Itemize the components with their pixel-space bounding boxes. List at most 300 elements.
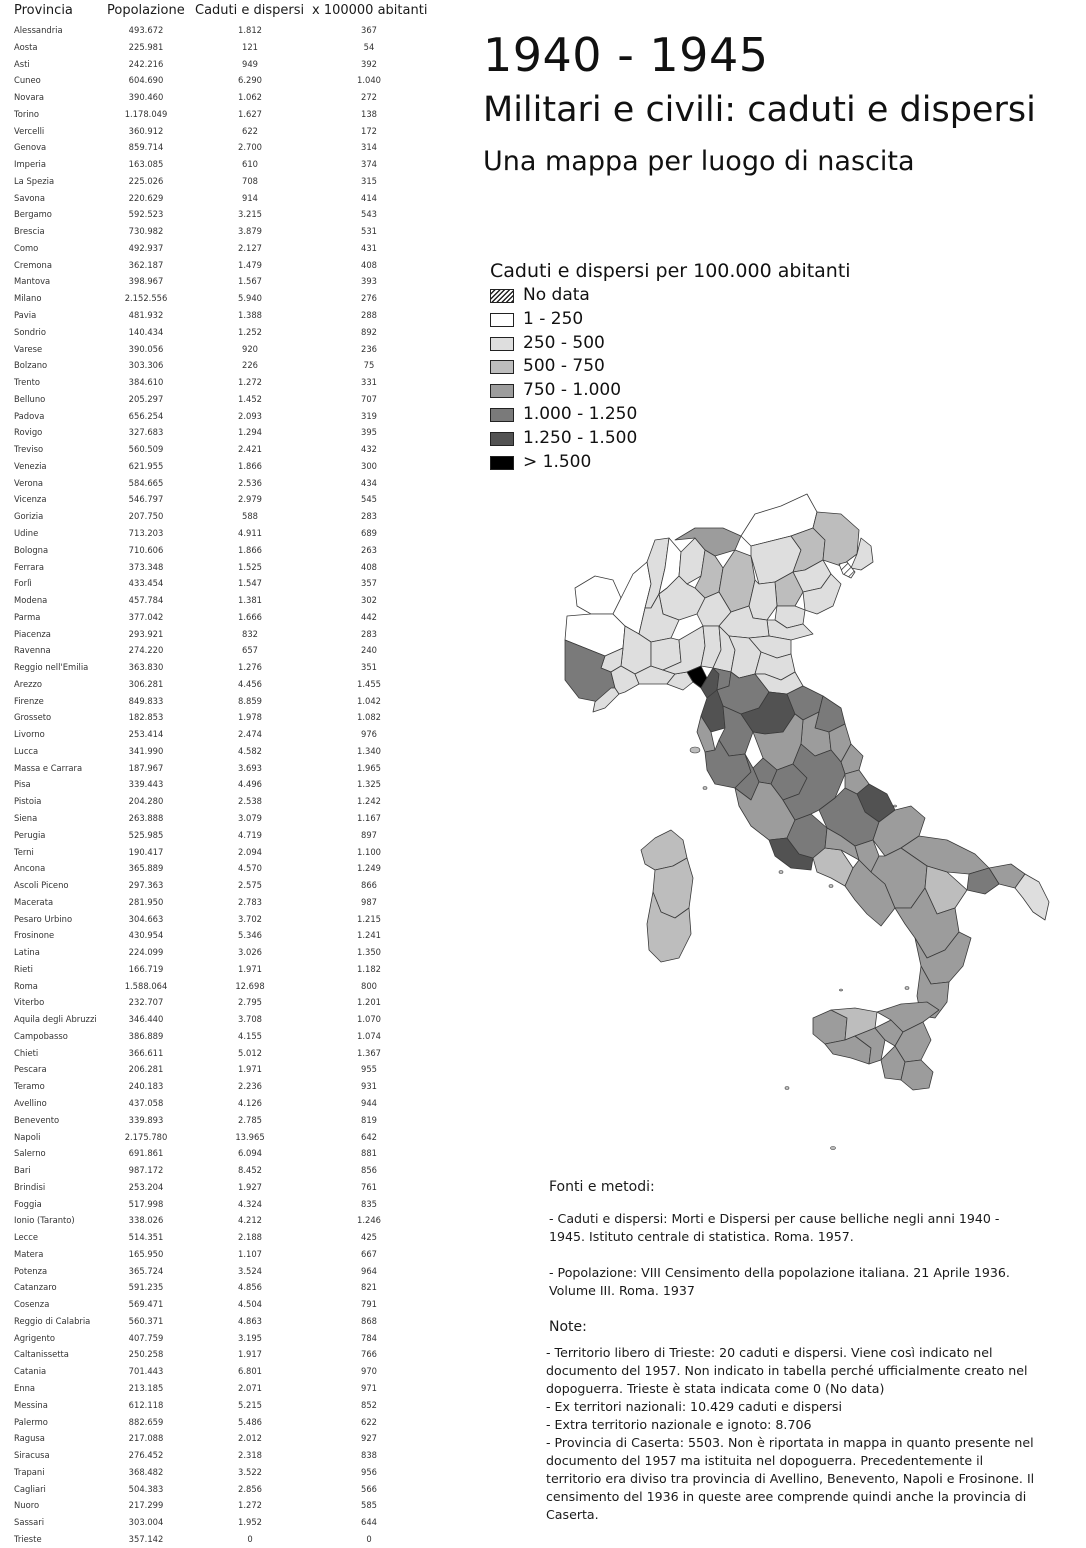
header-provincia: Provincia (14, 3, 73, 18)
table-row (0, 626, 440, 643)
cell-rate: 0 (366, 1533, 372, 1544)
cell-rate: 856 (361, 1165, 377, 1176)
table-row (0, 1447, 440, 1464)
cell-provincia: Pistoia (14, 796, 42, 807)
table-row (0, 693, 440, 710)
legend-item (490, 453, 910, 477)
cell-rate: 667 (361, 1248, 377, 1259)
table-row (0, 1196, 440, 1213)
cell-provincia: Udine (14, 527, 39, 538)
cell-provincia: Terni (14, 846, 34, 857)
cell-rate: 1.965 (357, 762, 381, 773)
cell-popolazione: 190.417 (128, 846, 164, 857)
cell-provincia: Campobasso (14, 1030, 68, 1041)
cell-popolazione: 701.443 (128, 1366, 164, 1377)
cell-caduti: 2.127 (238, 242, 262, 253)
cell-popolazione: 517.998 (128, 1198, 164, 1209)
cell-popolazione: 365.724 (128, 1265, 164, 1276)
table-row (0, 525, 440, 542)
cell-popolazione: 217.088 (128, 1433, 164, 1444)
cell-caduti: 1.971 (238, 963, 262, 974)
table-row (0, 106, 440, 123)
cell-popolazione: 207.750 (128, 511, 164, 522)
cell-rate: 1.242 (357, 796, 381, 807)
table-row (0, 257, 440, 274)
cell-rate: 288 (361, 310, 377, 321)
cell-popolazione: 407.759 (128, 1332, 164, 1343)
cell-caduti: 4.324 (238, 1198, 262, 1209)
legend-title: Caduti e dispersi per 100.000 abitanti (490, 260, 851, 282)
cell-popolazione: 1.588.064 (124, 980, 168, 991)
cell-provincia: Latina (14, 947, 40, 958)
cell-caduti: 1.978 (238, 712, 262, 723)
cell-provincia: Viterbo (14, 997, 45, 1008)
cell-caduti: 4.456 (238, 678, 262, 689)
cell-caduti: 1.866 (238, 544, 262, 555)
cell-provincia: Mantova (14, 276, 51, 287)
cell-rate: 868 (361, 1315, 377, 1326)
cell-popolazione: 253.414 (128, 729, 164, 740)
cell-popolazione: 433.454 (128, 578, 164, 589)
cell-popolazione: 293.921 (128, 628, 164, 639)
cell-provincia: Ancona (14, 863, 46, 874)
cell-popolazione: 656.254 (128, 410, 164, 421)
cell-popolazione: 373.348 (128, 561, 164, 572)
legend-label: 500 - 750 (523, 356, 605, 377)
cell-rate: 761 (361, 1181, 377, 1192)
cell-provincia: Aquila degli Abruzzi (14, 1014, 97, 1025)
legend-swatch (490, 456, 514, 470)
table-row (0, 173, 440, 190)
cell-caduti: 2.536 (238, 477, 262, 488)
cell-rate: 302 (361, 595, 377, 606)
cell-rate: 395 (361, 427, 377, 438)
table-row (0, 1179, 440, 1196)
table-row (0, 776, 440, 793)
cell-provincia: Napoli (14, 1131, 41, 1142)
cell-popolazione: 377.042 (128, 611, 164, 622)
sources-title: Fonti e metodi: (549, 1179, 655, 1195)
cell-rate: 819 (361, 1114, 377, 1125)
cell-rate: 1.042 (357, 695, 381, 706)
cell-popolazione: 546.797 (128, 494, 164, 505)
island-ponza (779, 871, 783, 874)
cell-caduti: 949 (242, 58, 258, 69)
cell-popolazione: 569.471 (128, 1299, 164, 1310)
table-row (0, 592, 440, 609)
table-row (0, 72, 440, 89)
cell-popolazione: 225.026 (128, 175, 164, 186)
table-row (0, 1397, 440, 1414)
table-row (0, 726, 440, 743)
cell-popolazione: 859.714 (128, 142, 164, 153)
cell-popolazione: 165.950 (128, 1248, 164, 1259)
cell-popolazione: 437.058 (128, 1098, 164, 1108)
cell-provincia: Venezia (14, 460, 47, 471)
cell-popolazione: 363.830 (128, 662, 164, 673)
region-lecce (1015, 874, 1049, 920)
table-row (0, 223, 440, 240)
cell-popolazione: 232.707 (128, 997, 164, 1008)
cell-caduti: 6.801 (238, 1366, 262, 1377)
cell-popolazione: 217.299 (128, 1500, 164, 1511)
cell-caduti: 5.346 (238, 930, 262, 941)
legend-item (490, 429, 910, 453)
cell-rate: 1.325 (357, 779, 381, 790)
legend-swatch (490, 384, 514, 398)
cell-provincia: Potenza (14, 1265, 48, 1276)
cell-popolazione: 621.955 (128, 460, 164, 471)
cell-provincia: Siena (14, 812, 38, 823)
cell-provincia: Ferrara (14, 561, 44, 572)
cell-rate: 425 (361, 1232, 377, 1243)
table-row (0, 542, 440, 559)
table-row (0, 408, 440, 425)
table-row (0, 760, 440, 777)
table-row (0, 206, 440, 223)
cell-caduti: 12.698 (235, 980, 265, 991)
table-row (0, 1414, 440, 1431)
table-row (0, 659, 440, 676)
cell-provincia: La Spezia (14, 175, 55, 186)
legend-item (490, 310, 910, 334)
cell-rate: 315 (361, 175, 377, 186)
cell-provincia: Treviso (14, 444, 44, 455)
table-row (0, 1229, 440, 1246)
cell-popolazione: 362.187 (128, 259, 164, 270)
cell-popolazione: 612.118 (128, 1399, 164, 1410)
cell-caduti: 2.094 (238, 846, 262, 857)
cell-popolazione: 225.981 (128, 41, 164, 52)
cell-provincia: Reggio nell'Emilia (14, 662, 89, 673)
cell-caduti: 4.155 (238, 1030, 262, 1041)
cell-provincia: Foggia (14, 1198, 42, 1209)
cell-popolazione: 263.888 (128, 812, 164, 823)
cell-caduti: 610 (242, 159, 258, 170)
cell-provincia: Varese (14, 343, 43, 354)
cell-rate: 1.350 (357, 947, 381, 958)
table-row (0, 1129, 440, 1146)
cell-provincia: Como (14, 242, 39, 253)
cell-caduti: 5.215 (238, 1399, 262, 1410)
cell-caduti: 2.421 (238, 444, 262, 455)
table-row (0, 290, 440, 307)
cell-caduti: 3.522 (238, 1466, 262, 1477)
cell-rate: 622 (361, 1416, 377, 1427)
table-row (0, 877, 440, 894)
cell-rate: 1.201 (357, 997, 381, 1008)
table-row (0, 978, 440, 995)
island-eolie (905, 987, 909, 990)
cell-provincia: Ascoli Piceno (14, 880, 69, 891)
table-row (0, 22, 440, 39)
cell-rate: 138 (361, 108, 377, 119)
legend-swatch (490, 337, 514, 351)
cell-provincia: Ionio (Taranto) (14, 1215, 75, 1226)
cell-caduti: 13.965 (235, 1131, 265, 1142)
cell-provincia: Macerata (14, 896, 54, 907)
cell-rate: 531 (361, 226, 377, 237)
table-row (0, 709, 440, 726)
table-row (0, 1346, 440, 1363)
cell-caduti: 2.538 (238, 796, 262, 807)
cell-rate: 75 (363, 360, 375, 371)
cell-popolazione: 365.889 (128, 863, 164, 874)
cell-caduti: 2.093 (238, 410, 262, 421)
cell-provincia: Nuoro (14, 1500, 40, 1511)
cell-rate: 791 (361, 1299, 377, 1310)
cell-popolazione: 250.258 (128, 1349, 164, 1360)
legend-swatch (490, 360, 514, 374)
table-row (0, 56, 440, 73)
table-row (0, 827, 440, 844)
cell-popolazione: 2.175.780 (124, 1131, 168, 1142)
table-row (0, 1246, 440, 1263)
cell-provincia: Ragusa (14, 1433, 45, 1444)
page-subtitle: Militari e civili: caduti e dispersi (483, 90, 1036, 130)
table-row (0, 1363, 440, 1380)
legend-item (490, 357, 910, 381)
cell-provincia: Piacenza (14, 628, 51, 639)
italy-choropleth-map (555, 488, 1083, 1168)
table-row (0, 1061, 440, 1078)
cell-provincia: Alessandria (14, 25, 63, 35)
legend-item (490, 286, 910, 310)
cell-caduti: 1.107 (238, 1248, 262, 1259)
cell-popolazione: 274.220 (128, 645, 164, 656)
cell-popolazione: 492.937 (128, 242, 164, 253)
cell-caduti: 121 (242, 41, 258, 52)
source-2: - Popolazione: VIII Censimento della popolazione italiana. 21 Aprile 1936. Volume III. Roma. 1937 (549, 1265, 1010, 1298)
cell-caduti: 3.026 (238, 947, 262, 958)
cell-popolazione: 341.990 (128, 745, 164, 756)
cell-rate: 766 (361, 1349, 377, 1360)
cell-rate: 866 (361, 880, 377, 891)
cell-rate: 351 (361, 662, 377, 673)
sources-and-notes (546, 1178, 1036, 1524)
cell-popolazione: 297.363 (128, 880, 164, 891)
legend-swatch (490, 408, 514, 422)
island-giglio (703, 787, 707, 790)
map-legend (490, 260, 910, 476)
header-popolazione: Popolazione (107, 3, 185, 18)
cell-popolazione: 368.482 (128, 1466, 164, 1477)
legend-item (490, 381, 910, 405)
cell-rate: 944 (361, 1098, 377, 1108)
cell-caduti: 6.290 (238, 75, 262, 86)
cell-rate: 1.082 (357, 712, 381, 723)
cell-provincia: Cremona (14, 259, 52, 270)
cell-caduti: 2.575 (238, 880, 262, 891)
cell-caduti: 0 (247, 1533, 253, 1544)
cell-provincia: Bari (14, 1165, 31, 1176)
cell-popolazione: 204.280 (128, 796, 164, 807)
cell-caduti: 1.917 (238, 1349, 262, 1360)
table-row (0, 575, 440, 592)
cell-caduti: 1.952 (238, 1517, 262, 1528)
cell-popolazione: 306.281 (128, 678, 164, 689)
cell-rate: 272 (361, 92, 377, 103)
cell-provincia: Salerno (14, 1148, 46, 1159)
cell-caduti: 2.785 (238, 1114, 262, 1125)
cell-rate: 1.070 (357, 1014, 381, 1025)
legend-label: 1 - 250 (523, 308, 584, 329)
cell-provincia: Frosinone (14, 930, 55, 941)
table-row (0, 559, 440, 576)
cell-provincia: Genova (14, 142, 47, 153)
cell-provincia: Perugia (14, 829, 46, 840)
cell-rate: 1.367 (357, 1047, 381, 1058)
table-row (0, 911, 440, 928)
cell-popolazione: 592.523 (128, 209, 164, 220)
cell-rate: 545 (361, 494, 377, 505)
cell-popolazione: 205.297 (128, 393, 164, 404)
table-row (0, 39, 440, 56)
region-aosta (575, 576, 621, 614)
cell-rate: 357 (361, 578, 377, 589)
cell-caduti: 4.212 (238, 1215, 262, 1226)
cell-caduti: 588 (242, 511, 258, 522)
note-4: - Provincia di Caserta: 5503. Non è riportata in mappa in quanto presente nel documento del 1957 ma istituita nel dopoguerra. Precedentemente il territorio era diviso tra provincia di Avellino, Benevento, Napoli e Frosinone. Il censimento del 1936 in queste aree comprende quindi anche la provincia di Caserta. (546, 1435, 1035, 1522)
cell-caduti: 4.126 (238, 1098, 262, 1108)
cell-caduti: 5.012 (238, 1047, 262, 1058)
page-subtitle-secondary: Una mappa per luogo di nascita (483, 146, 915, 177)
cell-caduti: 1.388 (238, 310, 262, 321)
table-row (0, 793, 440, 810)
cell-provincia: Imperia (14, 159, 46, 170)
cell-provincia: Massa e Carrara (14, 762, 83, 773)
cell-popolazione: 504.383 (128, 1483, 164, 1494)
cell-rate: 1.167 (357, 812, 381, 823)
table-row (0, 441, 440, 458)
cell-rate: 707 (361, 393, 377, 404)
cell-caduti: 1.062 (238, 92, 262, 103)
cell-popolazione: 304.663 (128, 913, 164, 924)
cell-rate: 1.074 (357, 1030, 381, 1041)
legend-label: No data (523, 285, 590, 305)
cell-provincia: Bolzano (14, 360, 48, 371)
cell-caduti: 832 (242, 628, 258, 639)
cell-caduti: 6.094 (238, 1148, 262, 1159)
table-row (0, 894, 440, 911)
cell-popolazione: 1.178.049 (124, 108, 168, 119)
cell-provincia: Vicenza (14, 494, 47, 505)
cell-provincia: Messina (14, 1399, 48, 1410)
cell-rate: 432 (361, 444, 377, 455)
region-siracusa (901, 1060, 933, 1090)
cell-provincia: Trapani (14, 1466, 45, 1477)
note-2: - Ex territori nazionali: 10.429 caduti e dispersi (546, 1399, 842, 1414)
cell-rate: 374 (361, 159, 377, 170)
table-row (0, 961, 440, 978)
cell-provincia: Pisa (14, 779, 31, 790)
cell-caduti: 3.879 (238, 226, 262, 237)
cell-popolazione: 187.967 (128, 762, 164, 773)
cell-caduti: 1.971 (238, 1064, 262, 1075)
table-row (0, 927, 440, 944)
table-row (0, 1162, 440, 1179)
table-row (0, 810, 440, 827)
cell-popolazione: 493.672 (128, 25, 164, 35)
cell-caduti: 4.863 (238, 1315, 262, 1326)
cell-popolazione: 604.690 (128, 75, 164, 86)
legend-items (490, 286, 910, 476)
cell-rate: 970 (361, 1366, 377, 1377)
cell-popolazione: 560.371 (128, 1315, 164, 1326)
cell-popolazione: 327.683 (128, 427, 164, 438)
table-row (0, 89, 440, 106)
cell-caduti: 1.252 (238, 326, 262, 337)
cell-rate: 971 (361, 1383, 377, 1394)
cell-provincia: Roma (14, 980, 38, 991)
cell-popolazione: 384.610 (128, 377, 164, 388)
island-ustica (840, 989, 843, 991)
cell-caduti: 1.479 (238, 259, 262, 270)
cell-rate: 927 (361, 1433, 377, 1444)
cell-popolazione: 360.912 (128, 125, 164, 136)
cell-provincia: Brescia (14, 226, 45, 237)
table-row (0, 1212, 440, 1229)
cell-rate: 892 (361, 326, 377, 337)
cell-provincia: Firenze (14, 695, 44, 706)
cell-popolazione: 206.281 (128, 1064, 164, 1075)
table-row (0, 424, 440, 441)
cell-popolazione: 213.185 (128, 1383, 164, 1394)
cell-popolazione: 584.665 (128, 477, 164, 488)
cell-rate: 955 (361, 1064, 377, 1075)
table-row (0, 1464, 440, 1481)
cell-rate: 283 (361, 628, 377, 639)
cell-provincia: Cagliari (14, 1483, 46, 1494)
cell-caduti: 226 (242, 360, 258, 371)
cell-provincia: Agrigento (14, 1332, 55, 1343)
cell-popolazione: 390.460 (128, 92, 164, 103)
cell-rate: 585 (361, 1500, 377, 1511)
cell-rate: 414 (361, 192, 377, 203)
table-row (0, 844, 440, 861)
cell-provincia: Lucca (14, 745, 39, 756)
cell-provincia: Lecce (14, 1232, 39, 1243)
table-row (0, 1531, 440, 1548)
cell-caduti: 4.856 (238, 1282, 262, 1293)
cell-rate: 1.249 (357, 863, 381, 874)
island-pantelleria (785, 1087, 789, 1090)
cell-provincia: Verona (14, 477, 44, 488)
cell-popolazione: 338.026 (128, 1215, 164, 1226)
cell-caduti: 2.318 (238, 1450, 262, 1461)
legend-swatch (490, 432, 514, 446)
cell-rate: 1.246 (357, 1215, 381, 1226)
cell-rate: 1.182 (357, 963, 381, 974)
table-row (0, 1045, 440, 1062)
cell-caduti: 1.547 (238, 578, 262, 589)
cell-provincia: Teramo (14, 1081, 45, 1092)
cell-caduti: 1.272 (238, 1500, 262, 1511)
cell-rate: 54 (363, 41, 375, 52)
cell-caduti: 914 (242, 192, 258, 203)
cell-provincia: Sassari (14, 1517, 45, 1528)
cell-rate: 1.455 (357, 678, 381, 689)
cell-provincia: Gorizia (14, 511, 44, 522)
cell-caduti: 622 (242, 125, 258, 136)
cell-popolazione: 481.932 (128, 310, 164, 321)
cell-provincia: Aosta (14, 41, 38, 52)
cell-popolazione: 357.142 (128, 1533, 164, 1544)
cell-provincia: Padova (14, 410, 45, 421)
cell-popolazione: 525.985 (128, 829, 164, 840)
cell-provincia: Rovigo (14, 427, 43, 438)
cell-provincia: Rieti (14, 963, 33, 974)
